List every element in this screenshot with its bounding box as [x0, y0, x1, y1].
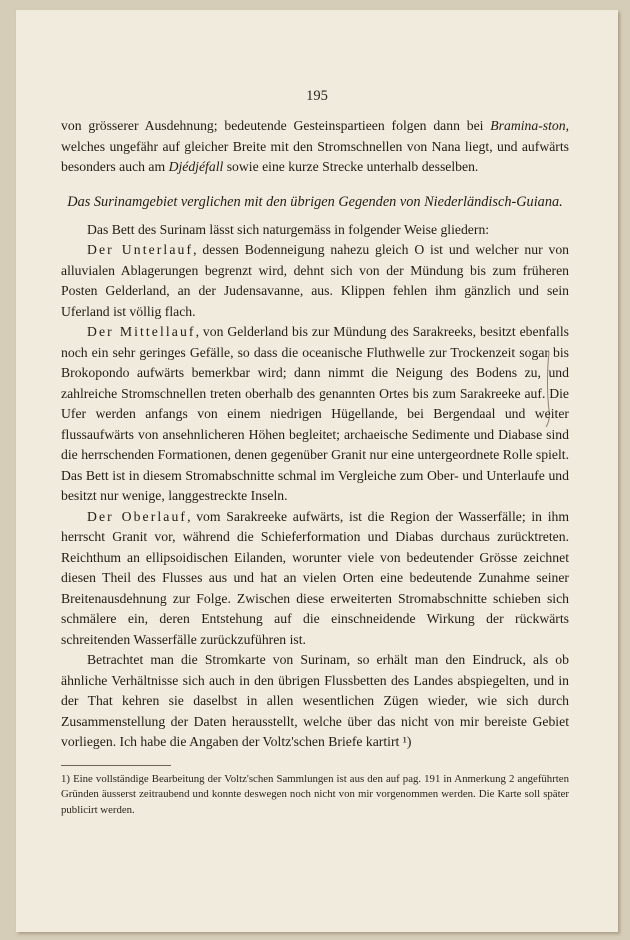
paragraph-mittellauf: Der Mittellauf, von Gelderland bis zur Mündung des Sarakreeks, besitzt ebenfalls noch ein sehr geringes Gefälle, so dass die oceanische Fluthwelle zur Trockenzeit sogar bis Brokopondo aufwärts bemerkbar wird; dann nimmt die Neigung des Bodens zu, und zahlreiche Stromschnellen treten oberhalb des genannten Ortes bis zum Sarakreeke auf. Die Ufer werden anfangs von einem niedrigen Hügellande, bei Bergendaal und weiter flussaufwärts von ansehnlicheren Höhen begleitet; archaeische Sedimente und Diabase sind die herrschenden Formationen, denen gegenüber Granit nur eine untergeordnete Rolle spielt. Das Bett ist in diesem Stromabschnitte schmal im Vergleiche zum Ober- und Unterlaufe und besitzt nur wenige, langgestreckte Inseln. [61, 324, 569, 503]
book-page [16, 10, 618, 932]
paragraph-oberlauf: Der Oberlauf, vom Sarakreeke aufwärts, ist die Region der Wasserfälle; in ihm herrscht Granit vor, während die Schieferformation und Diabas durchaus zurücktreten. Reichthum an ellipsoidischen Eilanden, worunter viele von bedeutender Grösse zeichnet diesen Theil des Flusses aus und hat an vielen Orten eine bedeutende Zunahme seiner Breitenausdehnung zur Folge. Zwischen diese erweiterten Stromabschnitte schieben sich schmälere ein, deren Entstehung auf die einschneidende Wirkung der rückwärts schreitenden Wasserfälle zurückzuführen ist. [61, 508, 569, 647]
footnote-divider [61, 765, 171, 766]
footnote [61, 772, 569, 819]
paragraph-continued: von grösserer Ausdehnung; bedeutende Gesteinspartieen folgen dann bei Bramina-ston, welches ungefähr auf gleicher Breite mit den Stromschnellen von Nana liegt, und aufwärts besonders auch am Djédjéfall sowie eine kurze Strecke unterhalb desselben. [61, 118, 569, 174]
term-unterlauf: Der Unterlauf [87, 242, 194, 257]
paragraph-intro: Das Bett des Surinam lässt sich naturgemäss in folgender Weise gliedern: [87, 221, 490, 237]
paragraph-stromkarte: Betrachtet man die Stromkarte von Surinam, so erhält man den Eindruck, als ob ähnliche Verhältnisse sich auch in den übrigen Flussbetten des Landes abspiegelten, und in der That kehren sie daselbst in allen wesentlichen Zügen wieder, wie sich durch Zusammenstellung der Daten herausstellt, welche über das nicht von mir bereiste Gebiet vorliegen. Ich habe die Angaben der Voltz'schen Briefe kartirt ¹) [61, 652, 569, 749]
place-name-djedjefall: Djédjéfall [168, 159, 224, 174]
term-mittellauf: Der Mittellauf [87, 324, 196, 339]
term-oberlauf: Der Oberlauf [87, 508, 188, 524]
page-number: 195 [306, 88, 328, 104]
footnote-text: 1) Eine vollständige Bearbeitung der Voltz'schen Sammlungen ist aus den auf pag. 191 in Anmerkung 2 angeführten Gründen äusserst zeitraubend und konnte deswegen noch nicht von mir vorgenommen werden. Die Karte soll später publicirt werden. [61, 772, 569, 816]
paragraph-unterlauf: Der Unterlauf, dessen Bodenneigung nahezu gleich O ist und welcher nur von alluvialen Ablagerungen begrenzt wird, dehnt sich von der Mündung bis zum früheren Posten Gelderland, an der Judensavanne, aus. Klippen fehlen ihm gänzlich und sein Uferland ist völlig flach. [61, 242, 570, 319]
section-heading: Das Surinamgebiet verglichen mit den übrigen Gegenden von Niederländisch-Guiana. [67, 193, 563, 210]
place-name-braminaston: Bramina-ston [490, 118, 566, 133]
main-text [61, 116, 569, 818]
